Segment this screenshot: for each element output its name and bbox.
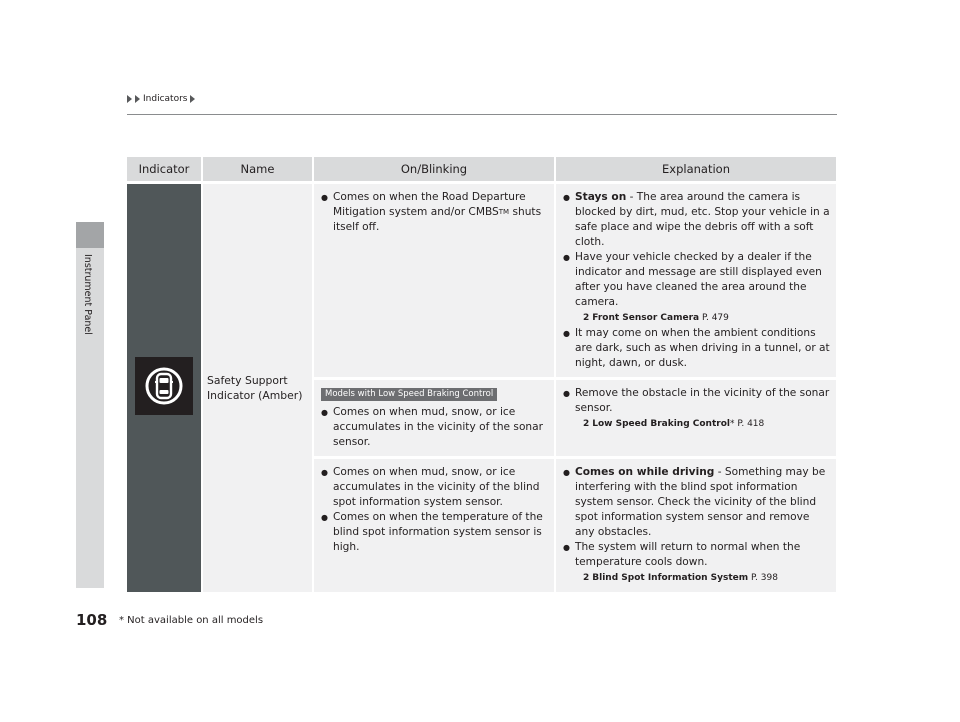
side-tab-marker — [76, 222, 104, 248]
header-rule — [127, 114, 837, 115]
header-on-blinking: On/Blinking — [314, 157, 556, 181]
on-blinking-cell — [314, 184, 556, 377]
list-item: ● Comes on while driving - Something may be interfering with the blind spot information system sensor. Check the vicinity of the blind spot information system sensor and remove any obstacles. — [563, 465, 830, 540]
section-label: Instrument Panel — [82, 254, 93, 335]
header-name: Name — [203, 157, 314, 181]
breadcrumb — [127, 94, 195, 104]
header-indicator: Indicator — [127, 157, 203, 181]
list-item: ● Comes on when mud, snow, or ice accumulates in the vicinity of the sonar sensor. — [321, 405, 548, 450]
header-explanation: Explanation — [556, 157, 836, 181]
indicator-icon-cell — [127, 184, 203, 592]
explanation-cell — [556, 184, 836, 377]
breadcrumb-item[interactable]: Indicators — [143, 94, 188, 104]
list-item: ● Stays on - The area around the camera is blocked by dirt, mud, etc. Stop your vehicle in a safe place and wipe the debris off with a soft cloth. — [563, 190, 830, 250]
indicator-table — [127, 157, 836, 592]
arrow-right-icon — [127, 95, 132, 103]
cross-reference[interactable]: 2 Low Speed Braking Control* P. 418 — [575, 417, 830, 432]
list-item: ● Remove the obstacle in the vicinity of the sonar sensor. 2 Low Speed Braking Control* P. 418 — [563, 386, 830, 432]
list-item: ● The system will return to normal when the temperature cools down. 2 Blind Spot Information System P. 398 — [563, 540, 830, 586]
arrow-right-icon — [135, 95, 140, 103]
on-blinking-cell — [314, 377, 556, 456]
list-item: ● Comes on when the temperature of the blind spot information system sensor is high. — [321, 510, 548, 555]
page-number: 108 — [76, 611, 108, 629]
indicator-name: Safety Support Indicator (Amber) — [203, 184, 314, 592]
table-row — [127, 184, 836, 377]
list-item: ● Have your vehicle checked by a dealer if the indicator and message are still displayed even after you have cleaned the area around the camera. 2 Front Sensor Camera P. 479 — [563, 250, 830, 326]
safety-support-car-icon — [135, 357, 193, 415]
explanation-cell — [556, 377, 836, 456]
reference-arrow-icon: 2 — [583, 313, 590, 323]
list-item: ● Comes on when the Road Departure Mitigation system and/or CMBS™ shuts itself off. — [321, 190, 548, 235]
explanation-cell — [556, 456, 836, 592]
list-item: ● Comes on when mud, snow, or ice accumulates in the vicinity of the blind spot information system sensor. — [321, 465, 548, 510]
reference-arrow-icon: 2 — [583, 419, 590, 429]
footnote: * Not available on all models — [119, 615, 264, 626]
arrow-right-icon — [190, 95, 195, 103]
cross-reference[interactable]: 2 Front Sensor Camera P. 479 — [575, 311, 830, 326]
list-item: ● It may come on when the ambient conditions are dark, such as when driving in a tunnel, or at night, dawn, or dusk. — [563, 326, 830, 371]
cross-reference[interactable]: 2 Blind Spot Information System P. 398 — [575, 571, 830, 586]
on-blinking-cell — [314, 456, 556, 592]
model-tag: Models with Low Speed Braking Control — [321, 388, 497, 401]
reference-arrow-icon: 2 — [583, 573, 590, 583]
